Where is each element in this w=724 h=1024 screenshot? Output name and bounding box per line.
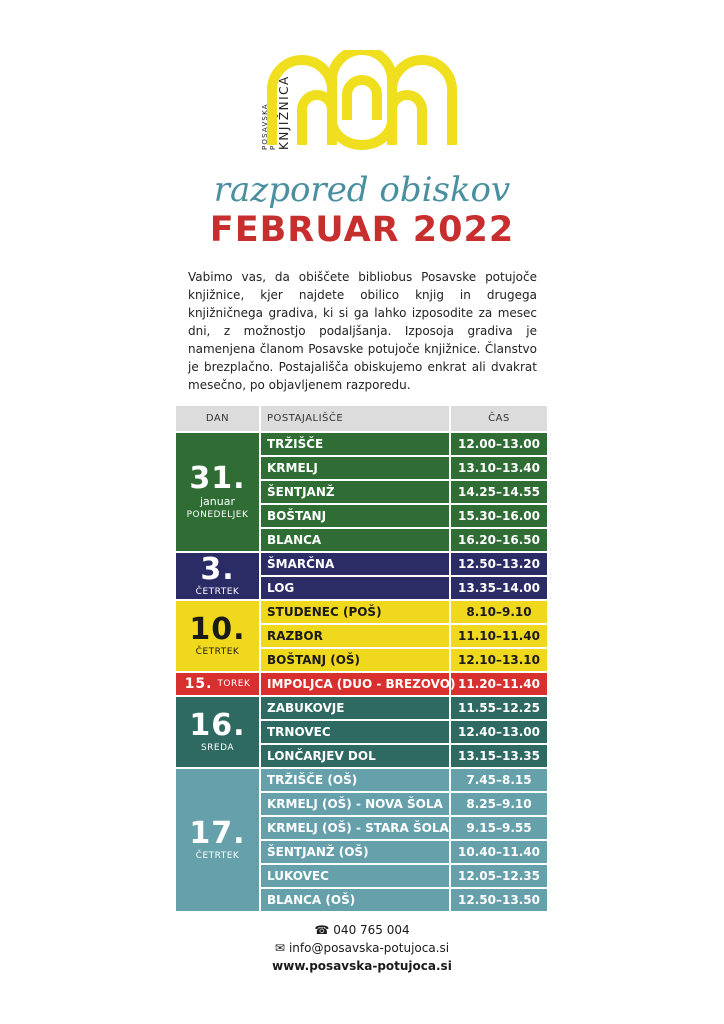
website-link[interactable]: www.posavska-potujoca.si — [272, 959, 452, 973]
stop-time: 12.40–13.00 — [458, 725, 540, 739]
table-row — [261, 719, 547, 743]
table-row — [261, 743, 547, 767]
day-weekday: TOREK — [217, 679, 251, 689]
day-weekday: ČETRTEK — [195, 587, 240, 597]
stop-name: KRMELJ (OŠ) - NOVA ŠOLA — [261, 793, 451, 815]
stop-time: 11.20–11.40 — [458, 677, 540, 691]
stop-name: KRMELJ — [261, 457, 451, 479]
stop-time: 7.45–8.15 — [466, 773, 532, 787]
stop-time: 16.20–16.50 — [458, 533, 540, 547]
day-number: 3. — [200, 552, 235, 587]
stop-name: IMPOLJCA (DUO - BREZOVO) — [261, 673, 451, 695]
table-row — [261, 769, 547, 791]
stop-time: 12.00–13.00 — [458, 437, 540, 451]
stop-time: 13.10–13.40 — [458, 461, 540, 475]
table-row — [261, 791, 547, 815]
stop-time: 12.50–13.50 — [458, 893, 540, 907]
day-group-15 — [176, 671, 547, 695]
table-row — [261, 575, 547, 599]
stop-name: TRNOVEC — [261, 721, 451, 743]
stop-name: LONČARJEV DOL — [261, 745, 451, 767]
day-number: 17. — [189, 816, 246, 851]
day-group-17 — [176, 767, 547, 911]
day-cell — [176, 769, 261, 911]
stop-time: 13.35–14.00 — [458, 581, 540, 595]
stop-time: 10.40–11.40 — [458, 845, 540, 859]
phone-line — [0, 921, 724, 939]
day-group-3 — [176, 551, 547, 599]
stop-time: 11.55–12.25 — [458, 701, 540, 715]
day-cell — [176, 697, 261, 767]
header-time: ČAS — [488, 413, 510, 424]
day-group-16 — [176, 695, 547, 767]
table-row — [261, 455, 547, 479]
stop-name: STUDENEC (POŠ) — [261, 601, 451, 623]
envelope-icon: ✉ — [274, 941, 285, 955]
day-weekday: ČETRTEK — [195, 647, 240, 657]
stop-name: BOŠTANJ (OŠ) — [261, 649, 451, 671]
day-number: 31. — [189, 461, 246, 496]
stop-time: 13.15–13.35 — [458, 749, 540, 763]
table-row — [261, 839, 547, 863]
day-number: 10. — [189, 612, 246, 647]
stop-name: ŠENTJANŽ (OŠ) — [261, 841, 451, 863]
table-row — [261, 697, 547, 719]
stop-name: BLANCA (OŠ) — [261, 889, 451, 911]
contact-block — [0, 921, 724, 975]
stop-name: BLANCA — [261, 529, 451, 551]
day-weekday: PONEDELJEK — [186, 510, 249, 520]
table-row — [261, 647, 547, 671]
stop-time: 11.10–11.40 — [458, 629, 540, 643]
logo-line-1: POSAVSKA — [261, 103, 269, 150]
stop-name: KRMELJ (OŠ) - STARA ŠOLA — [261, 817, 451, 839]
intro-paragraph: Vabimo vas, da obiščete bibliobus Posavske potujoče knjižnice, kjer najdete obilico knjig in drugega knjižničnega gradiva, ki si ga lahko izposodite za mesec dni, z možnostjo podaljšanja. Izposoja gradiva je namenjena članom Posavske potujoče knjižnice. Članstvo je brezplačno. Postajališča obiskujemo enkrat ali dvakrat mesečno, po objavljenem razporedu. — [188, 270, 537, 392]
day-number: 15. — [184, 676, 213, 692]
table-row — [261, 673, 547, 695]
table-row — [261, 527, 547, 551]
day-number: 16. — [189, 708, 246, 743]
subtitle: razpored obiskov — [213, 170, 511, 210]
stop-time: 12.50–13.20 — [458, 557, 540, 571]
table-row — [261, 433, 547, 455]
day-group-31 — [176, 431, 547, 551]
stop-name: RAZBOR — [261, 625, 451, 647]
stop-name: TRŽIŠČE (OŠ) — [261, 769, 451, 791]
table-row — [261, 503, 547, 527]
stop-time: 9.15–9.55 — [466, 821, 532, 835]
email-link[interactable]: info@posavska-potujoca.si — [288, 941, 450, 955]
logo-line-2: POTUJOČA — [269, 104, 277, 150]
day-cell — [176, 553, 261, 599]
day-group-10 — [176, 599, 547, 671]
table-row — [261, 601, 547, 623]
table-row — [261, 815, 547, 839]
stop-name: TRŽIŠČE — [261, 433, 451, 455]
day-month: januar — [199, 495, 235, 508]
logo-line-3: KNJIŽNICA — [277, 75, 291, 150]
day-cell — [176, 433, 261, 551]
table-row — [261, 887, 547, 911]
page-title: FEBRUAR 2022 — [209, 210, 515, 250]
stop-time: 12.10–13.10 — [458, 653, 540, 667]
stop-time: 12.05–12.35 — [458, 869, 540, 883]
email-line — [0, 939, 724, 957]
day-cell — [176, 601, 261, 671]
library-arches-logo-icon — [262, 50, 462, 150]
stop-name: ŠENTJANŽ — [261, 481, 451, 503]
stop-name: LUKOVEC — [261, 865, 451, 887]
header-stop: POSTAJALIŠČE — [261, 406, 451, 431]
table-row — [261, 553, 547, 575]
stop-time: 8.25–9.10 — [466, 797, 532, 811]
table-row — [261, 479, 547, 503]
phone-icon: ☎ — [314, 923, 330, 937]
day-cell — [176, 673, 261, 695]
stop-time: 14.25–14.55 — [458, 485, 540, 499]
stop-time: 15.30–16.00 — [458, 509, 540, 523]
phone-number[interactable]: 040 765 004 — [333, 923, 410, 937]
day-weekday: ČETRTEK — [195, 851, 240, 861]
table-row — [261, 863, 547, 887]
table-row — [261, 623, 547, 647]
stop-name: BOŠTANJ — [261, 505, 451, 527]
header-day: DAN — [176, 406, 261, 431]
stop-name: ŠMARČNA — [261, 553, 451, 575]
stop-name: LOG — [261, 577, 451, 599]
day-weekday: SREDA — [200, 743, 235, 753]
schedule-table — [176, 406, 547, 911]
stop-time: 8.10–9.10 — [466, 605, 532, 619]
stop-name: ZABUKOVJE — [261, 697, 451, 719]
table-header — [176, 406, 547, 431]
